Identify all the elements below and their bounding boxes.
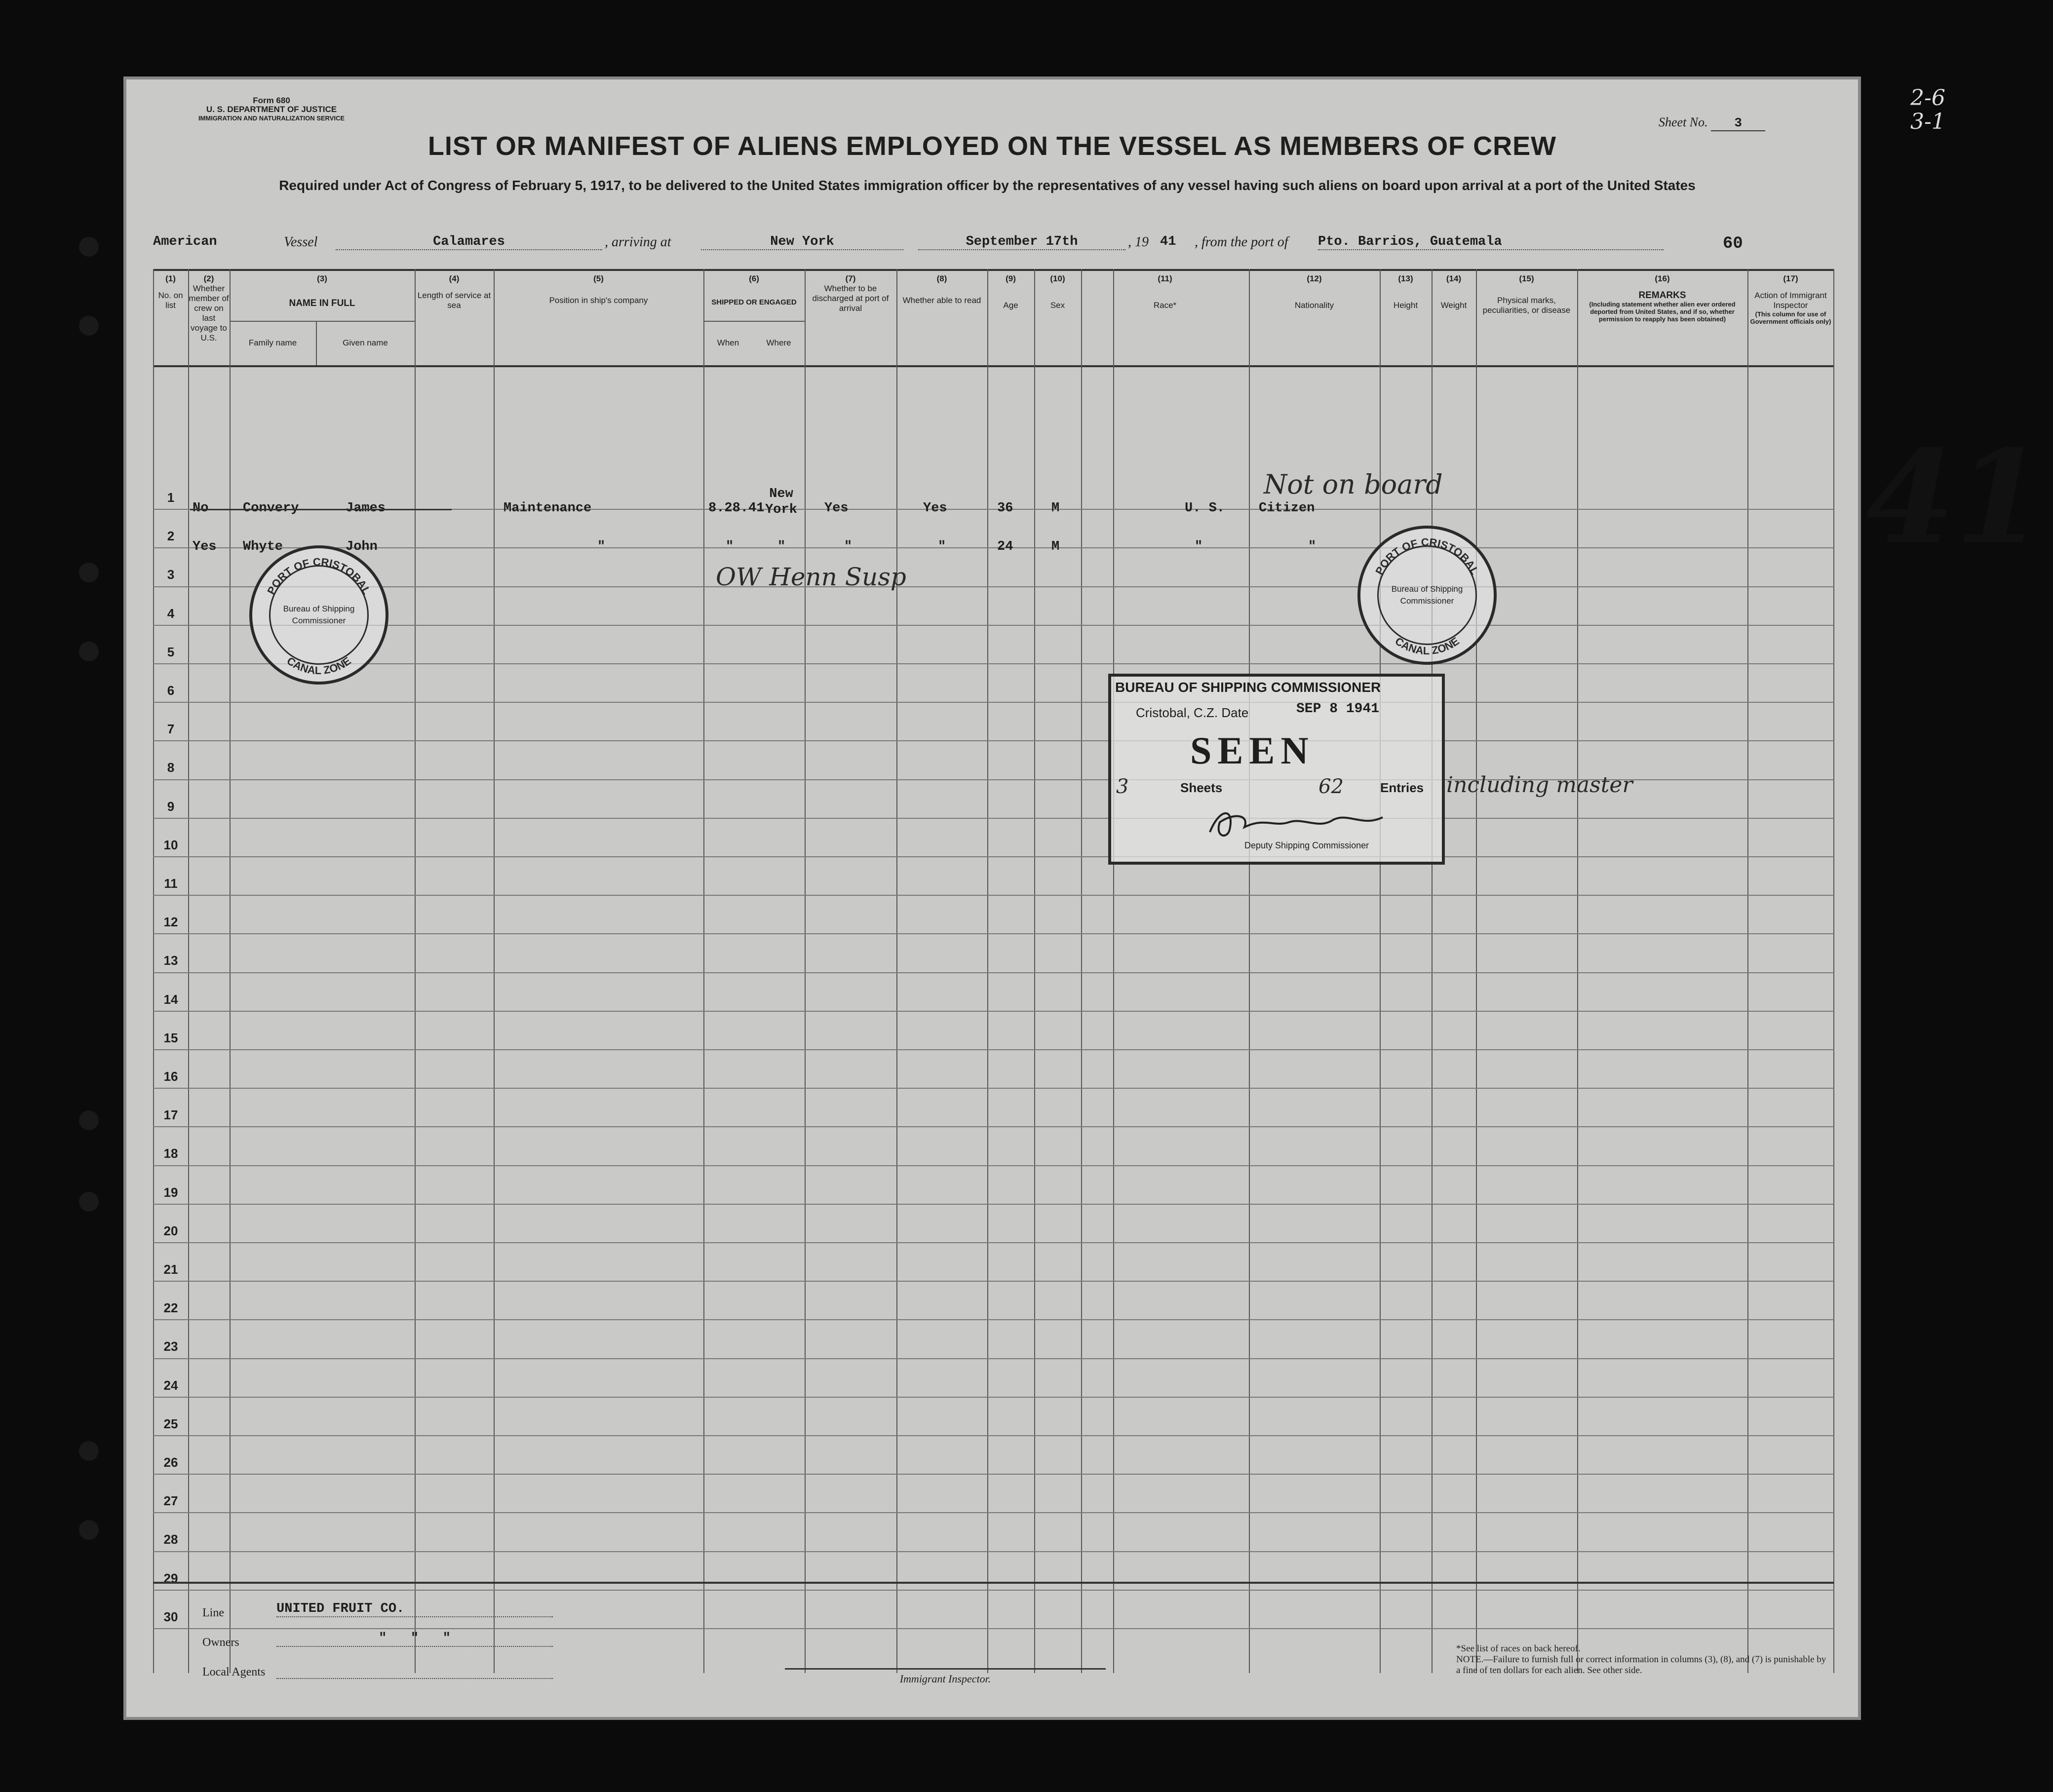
row-rule [153,1281,1834,1282]
row-number: 3 [167,567,175,582]
row-rule [153,625,1834,626]
col-12-header [1249,274,1380,310]
column-line [1476,269,1477,1673]
binder-hole [79,316,99,336]
arriving-port: New York [701,234,903,250]
row-2-nationality: " [1308,539,1317,554]
col-17-number: (17) [1783,274,1798,283]
form-identifier [168,96,375,123]
col-11-header [1081,274,1249,310]
col-2-number: (2) [203,274,214,283]
seen-signer-title: Deputy Shipping Commissioner [1244,840,1369,850]
stamp-right-top-text: PORT OF CRISTOBAL [1373,535,1481,577]
col-4-number: (4) [449,274,460,283]
row-rule [153,1088,1834,1089]
row-2-last-voyage: Yes [193,539,217,554]
col-8-header [896,274,987,305]
immigrant-inspector-signature-line: Immigrant Inspector. [785,1668,1106,1685]
footer-owners-value: " " " [276,1631,553,1647]
footer-agents-line [276,1678,553,1679]
col-7-number: (7) [845,274,856,283]
col-13-number: (13) [1398,274,1413,283]
arriving-label: , arriving at [605,234,671,250]
col-13-label: Height [1393,301,1418,310]
seen-entries-value: 62 [1318,775,1344,798]
column-line [1577,269,1578,1673]
row-rule [153,1049,1834,1050]
col-15-number: (15) [1519,274,1534,283]
row-rule [153,972,1834,973]
col-12-number: (12) [1307,274,1322,283]
col-14-number: (14) [1446,274,1462,283]
col-16-label: REMARKS [1638,290,1686,301]
binder-hole [79,237,99,257]
row-rule [153,1165,1834,1166]
col-2-label: Whether member of crew on last voyage to U.S. [189,284,229,343]
row-1-discharged: Yes [824,501,849,516]
col-11-number: (11) [1158,274,1172,283]
col-8-number: (8) [936,274,947,283]
binder-hole [79,1441,99,1461]
table-top-rule [153,269,1834,271]
row-number: 24 [163,1377,178,1393]
binder-hole [79,1520,99,1540]
column-line [1833,269,1834,1673]
row-2-when: " [726,539,734,554]
crew-count: 60 [1723,234,1743,253]
footer-agents-label: Local Agents [202,1666,266,1678]
row-1-nationality: Citizen [1259,501,1315,516]
seen-date: SEP 8 1941 [1296,701,1380,717]
row-1-sex: M [1051,501,1060,516]
row-number: 17 [163,1107,178,1123]
col-7-label: Whether to be discharged at port of arrival [812,284,889,313]
col-3-header [230,274,415,308]
column-line [1747,269,1748,1673]
col-3-label: NAME IN FULL [289,298,355,308]
column-line [1113,269,1114,1673]
footer-race-note: *See list of races on back hereof. [1456,1643,1581,1654]
col-16-number: (16) [1655,274,1670,283]
column-line [703,269,704,1673]
row-1-last-voyage: No [193,501,209,516]
seen-word: SEEN [1190,729,1315,772]
row-number: 14 [163,991,178,1007]
col-17-note: (This column for use of Government officials only) [1750,310,1831,325]
row-number: 18 [163,1146,178,1161]
seen-sheets-value: 3 [1116,775,1129,798]
row-number: 15 [163,1030,178,1045]
col-15-label: Physical marks, peculiarities, or disease [1482,296,1571,315]
stamp-left-bottom-text: CANAL ZONE [284,654,353,677]
col-2-header [188,274,230,343]
stamp-right-bottom-text: CANAL ZONE [1393,635,1462,657]
seen-entries-label: Entries [1380,780,1424,795]
column-line [1034,269,1035,1673]
row-rule [153,1590,1834,1591]
vessel-label: Vessel [284,234,318,250]
row-1-when: 8.28.41 [708,501,765,516]
row-1-handwritten-remark: Not on board [1264,469,1443,500]
column-line [987,269,988,1673]
row-rule [153,1319,1834,1320]
binder-hole [79,1192,99,1212]
row-rule [153,1126,1834,1127]
row-number: 5 [167,644,175,659]
row-number: 30 [163,1609,178,1624]
row-2-read: " [938,539,946,554]
row-2-race: " [1195,539,1203,554]
col-9-header [987,274,1034,310]
column-line [188,269,189,1673]
stamp-left-top-text: PORT OF CRISTOBAL [265,555,373,597]
row-number: 29 [163,1570,178,1586]
row-2-family-name: Whyte [243,539,283,554]
footer-rule [153,1582,1834,1584]
row-1-strike-line [190,509,452,510]
stamp-right-center: Bureau of Shipping Commissioner [1377,545,1477,645]
col-1-header [153,274,188,310]
header-bottom-rule [153,365,1834,367]
row-rule [153,1204,1834,1205]
seen-entries-note: including master [1446,772,1633,798]
col-5-number: (5) [593,274,604,283]
col-9-number: (9) [1006,274,1016,283]
col-6-label: SHIPPED OR ENGAGED [711,298,797,306]
row-1-given-name: James [346,501,386,516]
column-line [415,269,416,1673]
row-rule [153,1435,1834,1436]
binder-hole [79,642,99,661]
row-number: 13 [163,953,178,968]
row-number: 9 [167,799,175,814]
col-12-label: Nationality [1294,301,1334,310]
col-5-label: Position in ship's company [549,296,648,305]
seen-sheets-label: Sheets [1180,780,1223,795]
row-number: 6 [167,683,175,698]
row-1-position: Maintenance [504,501,592,516]
department-name: U. S. DEPARTMENT OF JUSTICE [206,105,337,114]
row-number: 25 [163,1416,178,1431]
form-number: Form 680 [253,96,290,105]
row-rule [153,702,1834,703]
row-rule [153,1242,1834,1243]
row-number: 4 [167,606,175,621]
service-name: IMMIGRATION AND NATURALIZATION SERVICE [198,114,345,122]
arrival-year: 41 [1160,234,1176,249]
col-1-label: No. on list [158,291,183,310]
footer-line-value: UNITED FRUIT CO. [276,1601,553,1617]
col-14-label: Weight [1440,301,1467,310]
row-rule [153,895,1834,896]
col-6-header [703,274,805,307]
year-prefix: , 19 [1128,234,1149,250]
col-3-given-header: Given name [343,338,388,347]
col-10-header [1034,274,1081,310]
from-port: Pto. Barrios, Guatemala [1318,234,1664,250]
column-line [153,269,154,1673]
from-label: , from the port of [1195,234,1288,250]
port-stamp-right [1357,526,1497,665]
row-number: 8 [167,760,175,775]
row-2-sex: M [1051,539,1060,554]
row-rule [153,1551,1834,1552]
row-number: 20 [163,1223,178,1238]
row-number: 10 [163,837,178,852]
row-1-age: 36 [997,501,1013,516]
column-line [230,269,231,1673]
vessel-nationality: American [153,234,217,249]
col-6-number: (6) [749,274,759,283]
row-rule [153,1397,1834,1398]
manifest-sheet [123,76,2045,1720]
margin-note-top-right: 2-6 3-1 [1910,85,1945,134]
sheet-value: 3 [1711,115,1765,131]
row-rule [153,1011,1834,1012]
col-17-label: Action of Immigrant Inspector [1754,291,1827,310]
row-1-where: New York [765,487,797,517]
row-1-read: Yes [923,501,947,516]
row-number: 11 [164,876,178,891]
col-6-when-header: When [717,338,739,347]
row-number: 16 [163,1069,178,1084]
row-1-race: U. S. [1185,501,1225,516]
binder-hole [79,563,99,582]
row-2-position: " [597,539,606,554]
col-10-number: (10) [1050,274,1065,283]
col-3-family-header: Family name [248,338,297,347]
col-3-number: (3) [317,274,327,283]
row-number: 12 [163,915,178,930]
stamp-left-center: Bureau of Shipping Commissioner [269,565,369,665]
col-10-label: Sex [1050,301,1065,310]
arrival-date: September 17th [918,234,1125,250]
row-rule [153,547,1834,548]
page-title: LIST OR MANIFEST OF ALIENS EMPLOYED ON THE VESSEL AS MEMBERS OF CREW [427,131,1557,161]
row-rule [153,1512,1834,1513]
row-number: 27 [163,1493,178,1509]
col-13-header [1380,274,1432,310]
shipped-subheader-rule [703,321,805,322]
col-6-where-header: Where [766,338,791,347]
col-9-label: Age [1003,301,1018,310]
footer-penalty-note: NOTE.—Failure to furnish full or correct information in columns (3), (8), and (7) is punishable by a fine of ten dollars for each alien. See other side. [1456,1654,1826,1676]
sheet-number [1659,115,1765,131]
col-16-header [1577,274,1747,323]
column-line [805,269,806,1673]
col-17-header [1747,274,1834,325]
footer-owners-label: Owners [202,1636,239,1649]
col-4-header [415,274,494,310]
column-line [896,269,897,1673]
seen-place: Cristobal, C.Z. Date [1136,705,1249,720]
port-stamp-left [249,545,388,685]
margin-number: 41 [1866,422,2045,572]
binder-hole [79,1110,99,1130]
column-line [494,269,495,1673]
row-rule [153,1358,1834,1359]
col-11-label: Race* [1153,301,1177,310]
footer-notes [1456,1643,1826,1676]
row-3-handwritten-note: OW Henn Susp [716,563,906,591]
row-2-discharged: " [844,539,852,554]
row-rule [153,740,1834,741]
row-number: 19 [163,1184,178,1200]
row-2-given-name: John [346,539,378,554]
col-8-label: Whether able to read [902,296,981,305]
vessel-name: Calamares [336,234,602,250]
row-number: 28 [163,1532,178,1547]
page-subtitle: Required under Act of Congress of February 5, 1917, to be delivered to the United States immigration officer by the representatives of any vessel having such aliens on board upon arrival at a port of the United States [279,178,1696,193]
col-4-label: Length of service at sea [417,291,491,310]
col-15-header [1476,274,1577,315]
vessel-line [153,234,1782,259]
row-rule [153,818,1834,819]
col-7-header [805,274,896,313]
row-number: 1 [167,490,175,505]
row-2-where: " [777,539,786,554]
row-2-age: 24 [997,539,1013,554]
column-line [1249,269,1250,1673]
row-rule [153,1474,1834,1475]
row-number: 21 [163,1262,178,1277]
footer-line-label: Line [202,1606,224,1619]
col-1-number: (1) [165,274,176,283]
row-rule [153,856,1834,857]
sheet-label: Sheet No. [1659,115,1708,129]
col-5-header [494,274,703,305]
row-rule [153,933,1834,934]
row-rule [153,1628,1834,1629]
seen-heading: BUREAU OF SHIPPING COMMISSIONER [1115,680,1381,695]
row-number: 26 [163,1455,178,1470]
col-14-header [1432,274,1476,310]
column-line [1081,269,1082,1673]
seen-stamp [1108,674,1445,865]
row-number: 23 [163,1339,178,1354]
row-rule [153,663,1834,664]
row-rule [153,586,1834,587]
row-1-family-name: Convery [243,501,299,516]
row-number: 2 [167,529,175,544]
row-number: 22 [163,1300,178,1316]
seen-signature [1205,802,1393,842]
row-number: 7 [167,722,175,737]
col-16-note: (Including statement whether alien ever ordered deported from United States, and if so, whether permission to reapply has been obtained) [1589,301,1736,323]
crew-table [153,269,1834,1673]
